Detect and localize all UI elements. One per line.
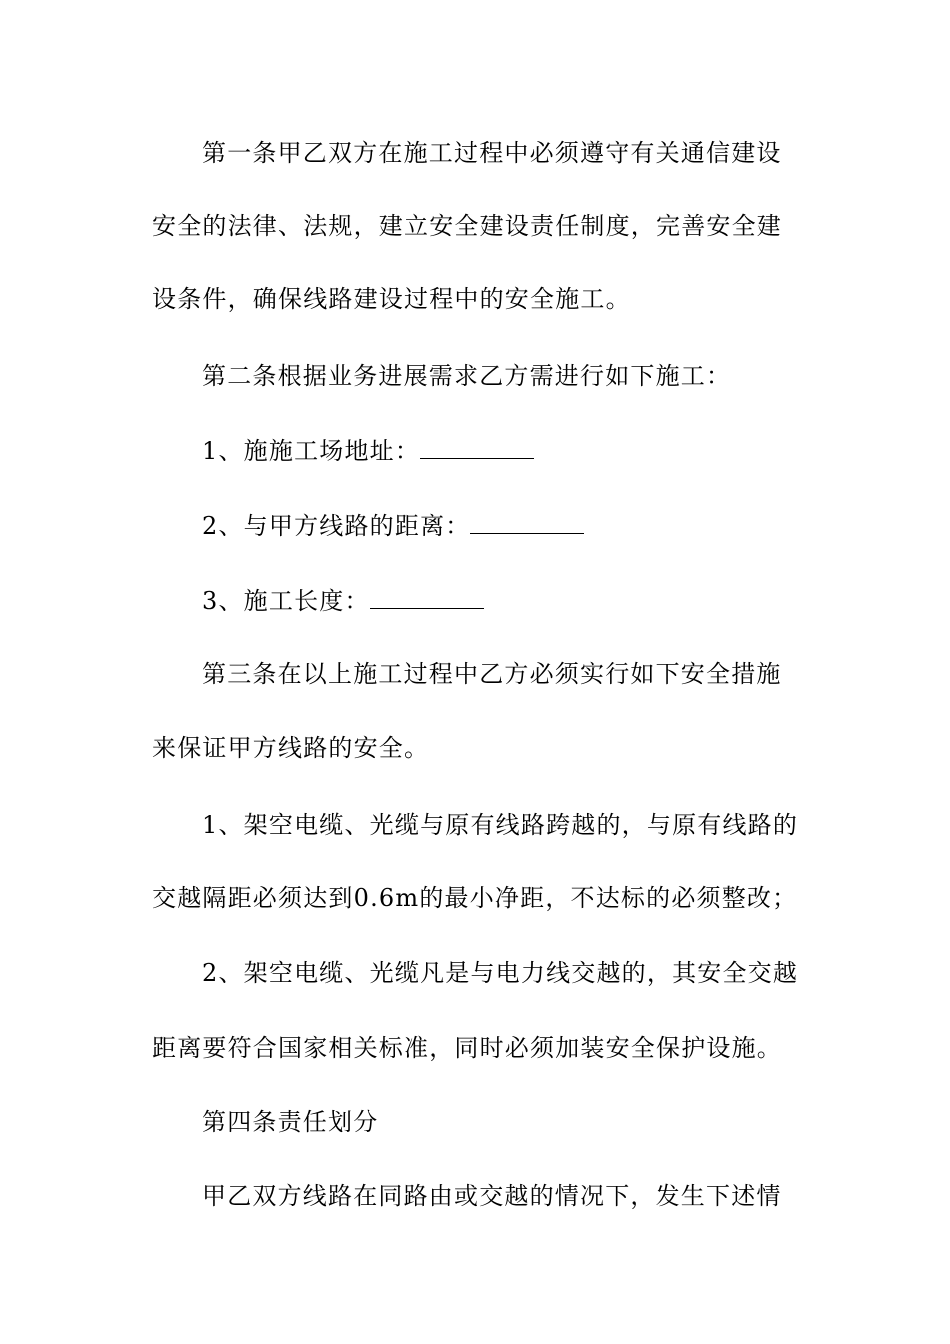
item-distance-label: 2、与甲方线路的距离： — [202, 512, 471, 540]
distance-blank — [470, 511, 584, 534]
article-1-line-2: 安全的法律、法规，建立安全建设责任制度，完善安全建 — [152, 212, 782, 240]
measure-2-line-1: 2、架空电缆、光缆凡是与电力线交越的，其安全交越 — [202, 959, 799, 987]
item-distance — [202, 511, 584, 541]
article-1-line-1: 第一条甲乙双方在施工过程中必须遵守有关通信建设 — [202, 139, 782, 167]
site-address-blank — [420, 436, 534, 459]
measure-1-line-1: 1、架空电缆、光缆与原有线路跨越的，与原有线路的 — [202, 811, 799, 839]
item-site-address-label: 1、施施工场地址： — [202, 437, 421, 465]
article-4-title: 第四条责任划分 — [202, 1108, 379, 1136]
article-3-line-2: 来保证甲方线路的安全。 — [152, 734, 430, 762]
article-2-line-1: 第二条根据业务进展需求乙方需进行如下施工： — [202, 362, 732, 390]
measure-2-line-2: 距离要符合国家相关标准，同时必须加装安全保护设施。 — [152, 1034, 782, 1062]
article-1-line-3: 设条件，确保线路建设过程中的安全施工。 — [152, 285, 631, 313]
responsibility-line-1: 甲乙双方线路在同路由或交越的情况下，发生下述情 — [202, 1182, 782, 1210]
length-blank — [370, 586, 484, 609]
item-length — [202, 586, 484, 616]
measure-1-line-2: 交越隔距必须达到0.6m的最小净距，不达标的必须整改； — [152, 884, 798, 912]
article-3-line-1: 第三条在以上施工过程中乙方必须实行如下安全措施 — [202, 660, 782, 688]
item-site-address — [202, 436, 534, 466]
item-length-label: 3、施工长度： — [202, 587, 370, 615]
